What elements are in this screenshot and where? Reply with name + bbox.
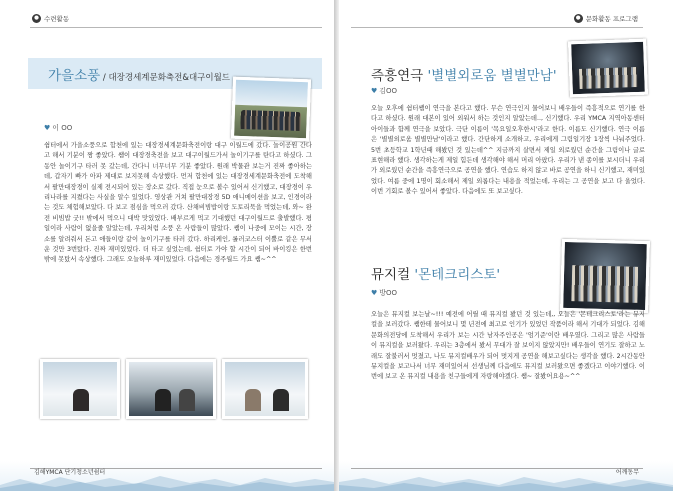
footer-right-text: 어깨동무 [615, 469, 639, 476]
group-photo [231, 77, 311, 142]
mountains-icon [0, 473, 334, 491]
title-highlight: '별별외로움 별별만남' [427, 68, 557, 84]
theater-photo [568, 39, 648, 98]
right-page [339, 0, 673, 491]
heart-icon: ♥ [371, 87, 378, 95]
author-line [371, 86, 397, 96]
title-main: 뮤지컬 [371, 267, 415, 283]
article-body [44, 141, 312, 266]
title-main: 가을소풍 [48, 68, 101, 84]
musical-group-photo [560, 239, 650, 313]
body-paragraph: 쉼터에서 가을소풍으로 합천에 있는 대장경세계문화축전이랑 대구 이월드에 갔다. 놀이공원 간다고 해서 기분이 짱 좋았다. 쌤이 대장경축전을 보고 대구이월드가서 놀이기구를 탄다고 하셨다. 그동안 놀이기구 타러 못 갔는데, 간다니 너무너무 기분 좋았다. 원래 박물관 보는거 진짜 좋아하는데, 갑자기 빠가 아파 제대로 보지못해 속상했다. 먼저 합천에 있는 대장경세계문화축전에 도착해서 팔만대장경이 실제 전시되어 있는 장소로 갔다. 직접 눈으로 볼수 있어서 신기했고, 대장경이 우리나라를 지켰다는 사실을 알수 있었다. 영상관 거쳐 팔만대장경 5D 애니메이션을 보고, 인경이라는 것도 체험해보았다. 다 보고 점심을 먹으러 갔다. 산채비빔밥이랑 도토리묵을 먹었는데, 와~ 완전 비빔밥 굿!! 밖에서 먹으니 대박 맛있었다. 배부르게 먹고 기대했던 대구이월드로 출발했다. 평일이라 사람이 없을줄 알았는데, 우리처럼 소풍 온 사람들이 많았다. 쌤이 나중에 모이는 시간, 장소를 알려줘서 돈고 애들이랑 같이 놀이기구를 타러 갔다. 하리케인, 롤러코스터 이뿔로 같은 무서운 것만 3번탔다. 진짜 재미있었다. 더 타고 싶었는데, 쉼터로 가야 할 시간이 되어 바이킹은 한번밖에 못탔서 속상했다. 그래도 오늘하루 재미있었다. 다음에는 경주월드 가요 쌤~^^ [44, 142, 312, 264]
title-main: 즉흥연극 [371, 68, 428, 84]
section-tab [574, 14, 641, 23]
title-sub: / 대장경세계문화축전&대구이월드 [100, 73, 231, 83]
footer [0, 461, 334, 491]
author-name: 방OO [379, 289, 398, 297]
mountains-icon [339, 473, 673, 491]
article-title [48, 64, 230, 84]
left-page [0, 0, 334, 491]
article1-title [371, 64, 557, 84]
body-paragraph: 오늘은 뮤지컬 보는날~!!! 예전에 어릴 때 뮤지컬 봤던 것 있는데,, 오늘은 '몬테크리스토'라는 뮤지컬을 보러갔다. 쌤한테 물어보니 몇 년전에 최고로 인기가 있었던 작품이라 해서 기대가 되었다. 김해문화의전당에 도착해서 우리가 보는 시간 남자주인공은 '엄기준'이란 배우였다. 그리고 많은 사람들이 뮤지컬을 보러왔다. 우리는 3층에서 봤서 무대가 잘 보이지 않았지만! 배우들이 연기도 잘하고 노래도 잘불러서 멋졌고, 나도 뮤지컬배우가 되어 멋지게 공연을 해보고싶다는 생각을 했다. 2시간동안 뮤지컬을 보고나서 너무 재미있어서 선생님께 다음에도 뮤지컬 보러왔으면 좋겠다고 이야기했다. 이번에 보고 온 뮤지컬 내용을 친구들에게 자랑해야겠다. 쌤~ 잘봤어요용~^^ [371, 311, 645, 381]
section-label: 수련활동 [44, 15, 70, 23]
heart-icon: ♥ [44, 124, 51, 132]
top-rule [351, 27, 643, 28]
article2-body [371, 310, 645, 383]
section-tab [32, 14, 72, 23]
section-label: 문화활동 프로그램 [585, 15, 638, 23]
footer [339, 461, 673, 491]
photo-ride [126, 359, 216, 419]
top-rule [30, 27, 322, 28]
photo-statue [40, 359, 120, 419]
article1-body [371, 104, 645, 198]
footer-rule [351, 468, 643, 469]
page-bullet-icon: ● [32, 14, 41, 23]
page-bullet-icon: ● [574, 14, 583, 23]
title-highlight: '몬테크리스토' [414, 267, 501, 283]
body-paragraph: 오늘 오후에 쉼터쌤이 연극을 본다고 했다. 무슨 연극인지 물어보니 배우들이 즉흥적으로 연기를 한다고 하셨다. 원래 대본이 있어 외워서 하는 것인지 알았는데.., 신기했다. 우리 YMCA 지역아동센터 아이들과 함께 연극을 보았다. 극단 이름이 '목요일오후한시'라고 한다. 이름도 신기했다. 연극 이름은 '별별외로움 별별만남'이라고 했다. 간단하게 소개하고, 우리에게 그림일기장 1장씩 나눠주었다. 5번 초등학교 1학년때 해봤던 것 있는데^^ 지금까지 살면서 제일 외로웠던 순간을 그림이나 글로 표현해라 했다. 생각하는게 제일 힘든데 생각해야 해서 머리 아팠다. 우리가 낸 종이를 보시더니 우리가 외로웠던 순간을 즉흥연극으로 공연을 했다. 연습도 하지 않고 바로 공연을 하니 신기했고, 재미있었다. 여름 중에 1명이 회소해서 제일 외롭다는 내용을 적었는데, 우리는 그 공연을 보고 다 울었다. 이번 기회로 볼수 있어서 좋았다. 다음에도 또 보고싶다. [371, 105, 645, 196]
photo-snowman [222, 359, 308, 419]
author-line [44, 123, 72, 133]
author-name: 이 OO [52, 124, 73, 132]
author-line [371, 288, 397, 298]
footer-left-text: 김해YMCA 단기청소년쉼터 [34, 469, 106, 476]
heart-icon: ♥ [371, 289, 378, 297]
article2-title [371, 263, 500, 283]
author-name: 김OO [379, 87, 398, 95]
